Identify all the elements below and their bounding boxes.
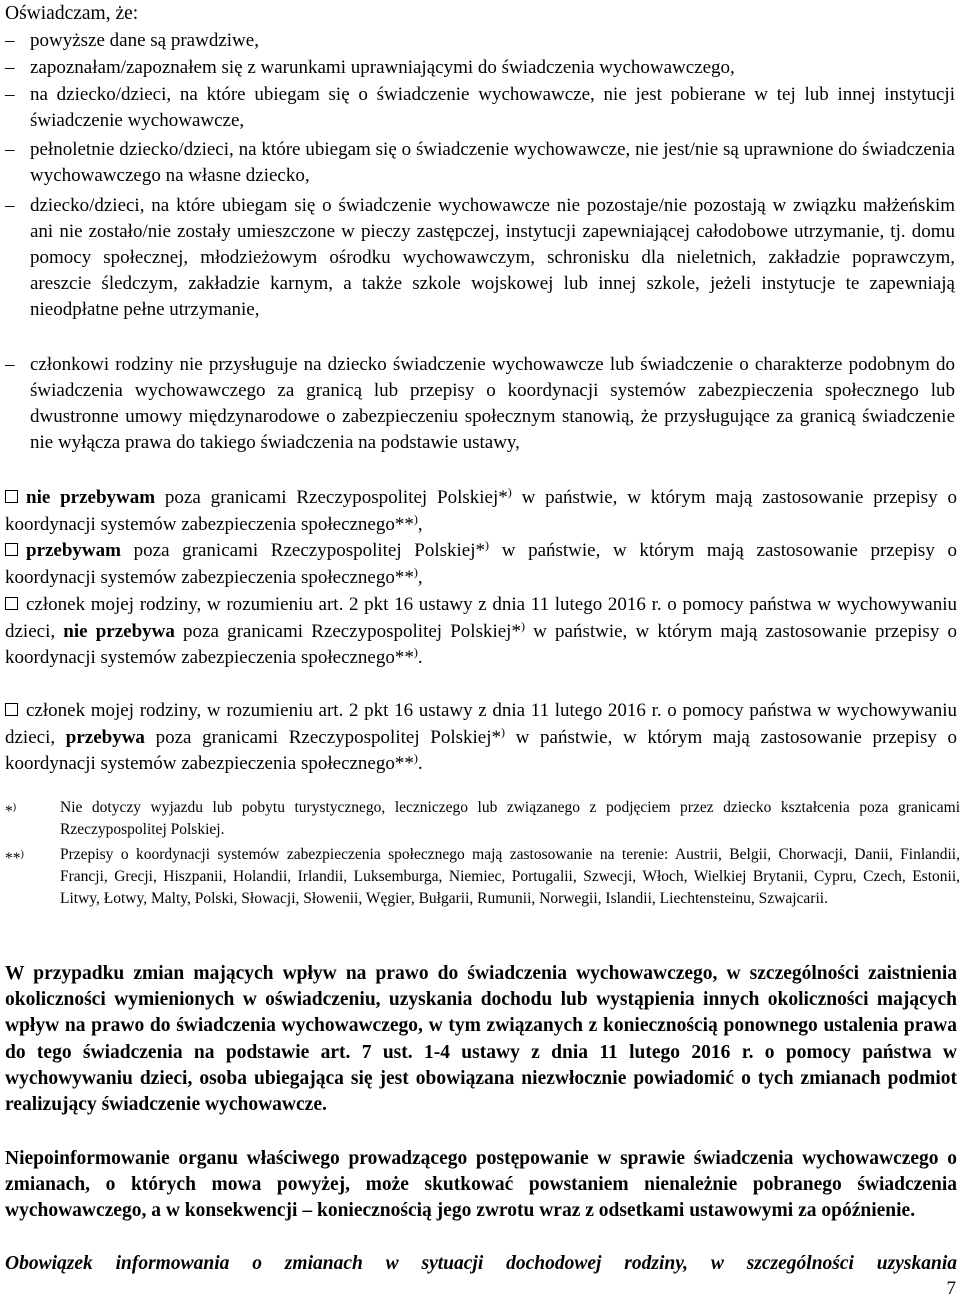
family-member-option[interactable] — [5, 592, 957, 672]
footnote — [5, 797, 960, 841]
option-bold-text: nie przebywa — [63, 620, 175, 642]
dash-bullet-icon: – — [5, 195, 15, 216]
change-notice: W przypadku zmian mających wpływ na prawo do świadczenia wychowawczego, w szczególności zaistnienia okoliczności wymienionych w oświadczeniu, uzyskania dochodu lub wystąpienia innych okoliczności mających wpływ na prawo do świadczenia wychowawczego, w tym związanych z koniecznością ponownego ustalenia prawa do tego świadczenia na podstawie art. 7 ust. 1-4 ustawy z dnia 11 lutego 2016 r. o pomocy państwa w wychowywaniu dzieci, osoba ubiegająca się jest obowiązana niezwłocznie powiadomić o tych zmianach podmiot realizujący świadczenie wychowawcze. — [5, 963, 957, 1116]
footnote-ref: ) — [485, 538, 490, 552]
dash-bullet-icon: – — [5, 30, 15, 51]
declaration-item — [5, 82, 955, 134]
page-number: 7 — [946, 1278, 956, 1299]
option-bold-text: przebywam — [26, 540, 121, 561]
footnote-ref: ) — [501, 724, 505, 739]
family-member-option[interactable] — [5, 698, 957, 778]
footnote-text: Przepisy o koordynacji systemów zabezpieczenia społecznego mają zastosowanie na terenie: Austrii, Belgii, Chorwacji, Danii, Finlandii, Francji, Grecji, Hiszpanii, Holandii, Irlandii, Luksemburga, Niemiec, Portugalii, Szwecji, Włoch, Wielkiej Brytanii, Cypru, Czech, Estonii, Litwy, Łotwy, Malty, Polski, Słowacji, Słowenii, Węgier, Bułgarii, Rumunii, Norwegii, Islandii, Liechtensteinu, Szwajcarii. — [60, 846, 960, 907]
option-checkbox[interactable] — [5, 490, 18, 503]
declaration-text: dziecko/dzieci, na które ubiegam się o świadczenie wychowawcze nie pozostaje/nie pozostają w związku małżeńskim ani nie zostało/nie zostały umieszczone w pieczy zastępczej, instytucji zapewniającej całodobowe utrzymanie, tj. domu pomocy społecznej, młodzieżowym ośrodku wychowawczym, schronisku dla nieletnich, zakładzie poprawczym, areszcie śledczym, zakładzie karnym, a także szkole wojskowej lub innej szkole, jeżeli instytucje te zapewniają nieodpłatne pełne utrzymanie, — [30, 195, 955, 320]
declaration-item — [5, 28, 955, 54]
option-text: w państwie, w którym mają zastosowanie przepisy o koordynacji systemów zabezpieczenia społecznego** — [5, 540, 957, 588]
footnote-ref: ) — [413, 645, 418, 659]
obligation-line: Obowiązek informowania o zmianach w sytuacji dochodowej rodziny, w szczególności uzyskania — [5, 1253, 957, 1274]
declaration-item — [5, 193, 955, 323]
footnote — [5, 844, 960, 910]
option-text: w państwie, w którym mają zastosowanie przepisy o koordynacji systemów zabezpieczenia społecznego** — [5, 620, 957, 668]
option-text: poza granicami Rzeczypospolitej Polskiej* — [155, 487, 508, 508]
declaration-text: zapoznałam/zapoznałem się z warunkami uprawniającymi do świadczenia wychowawczego, — [30, 57, 735, 78]
residence-option[interactable] — [5, 485, 957, 538]
declaration-item — [5, 137, 955, 189]
residence-option[interactable] — [5, 538, 957, 591]
declaration-text: członkowi rodziny nie przysługuje na dziecko świadczenie wychowawcze lub świadczenie o charakterze podobnym do świadczenia wychowawczego za granicą lub przepisy o koordynacji systemów zabezpieczenia społecznego lub dwustronne umowy międzynarodowe o zabezpieczeniu społecznym stanowią, że przysługujące za granicą świadczenie nie wyłącza prawa do takiego świadczenia na podstawie ustawy, — [30, 354, 955, 453]
option-checkbox[interactable] — [5, 597, 18, 610]
dash-bullet-icon: – — [5, 354, 15, 375]
declaration-item — [5, 55, 955, 81]
option-checkbox[interactable] — [5, 703, 18, 716]
footnote-mark: *) — [5, 802, 17, 820]
option-text: . — [417, 647, 423, 668]
option-text: członek mojej rodziny, w rozumieniu art. 2 pkt 16 ustawy z dnia 11 lutego 2016 r. o pomocy państwa w wychowywaniu dzieci, — [5, 594, 957, 642]
footnote-mark: **) — [5, 849, 24, 867]
footnote-ref: ) — [413, 751, 418, 765]
declaration-text: pełnoletnie dziecko/dzieci, na które ubiegam się o świadczenie wychowawcze, nie jest/nie są uprawnione do świadczenia wychowawczego na własne dziecko, — [30, 139, 955, 186]
statement-intro: Oświadczam, że: — [5, 3, 139, 24]
option-bold-text: nie przebywam — [26, 487, 156, 508]
dash-bullet-icon: – — [5, 84, 15, 105]
option-text: poza granicami Rzeczypospolitej Polskiej* — [120, 540, 486, 561]
dash-bullet-icon: – — [5, 57, 15, 78]
option-text: członek mojej rodziny, w rozumieniu art. 2 pkt 16 ustawy z dnia 11 lutego 2016 r. o pomocy państwa w wychowywaniu dzieci, — [5, 700, 957, 748]
footnote-ref: ) — [507, 485, 512, 499]
option-text: , — [417, 566, 423, 588]
footnote-ref: ) — [520, 618, 525, 633]
option-text: w państwie, w którym mają zastosowanie przepisy o koordynacji systemów zabezpieczenia społecznego** — [5, 487, 957, 535]
option-text: . — [417, 753, 423, 774]
option-bold-text: przebywa — [65, 726, 145, 748]
footnote-text: Nie dotyczy wyjazdu lub pobytu turystycznego, leczniczego lub związanego z podjęciem przez dziecko kształcenia poza granicami Rzeczypospolitej Polskiej. — [60, 799, 960, 838]
option-text: w państwie, w którym mają zastosowanie przepisy o koordynacji systemów zabezpieczenia społecznego** — [5, 726, 957, 774]
footnote-ref: ) — [413, 564, 418, 579]
option-text: poza granicami Rzeczypospolitej Polskiej* — [144, 726, 501, 748]
dash-bullet-icon: – — [5, 139, 15, 160]
option-checkbox[interactable] — [5, 543, 18, 556]
declaration-item — [5, 352, 955, 456]
footnote-ref: ) — [413, 511, 418, 526]
declaration-text: powyższe dane są prawdziwe, — [30, 30, 259, 51]
option-text: , — [417, 513, 423, 535]
penalty-notice: Niepoinformowanie organu właściwego prowadzącego postępowanie w sprawie świadczenia wychowawczego o zmianach, o których mowa powyżej, może skutkować powstaniem nienależnie pobranego świadczenia wychowawczego, a w konsekwencji – koniecznością jego zwrotu wraz z odsetkami ustawowymi za opóźnienie. — [5, 1148, 957, 1222]
option-text: poza granicami Rzeczypospolitej Polskiej* — [174, 620, 521, 642]
declaration-text: na dziecko/dzieci, na które ubiegam się o świadczenie wychowawcze, nie jest pobierane w tej lub innej instytucji świadczenie wychowawcze, — [30, 84, 955, 131]
